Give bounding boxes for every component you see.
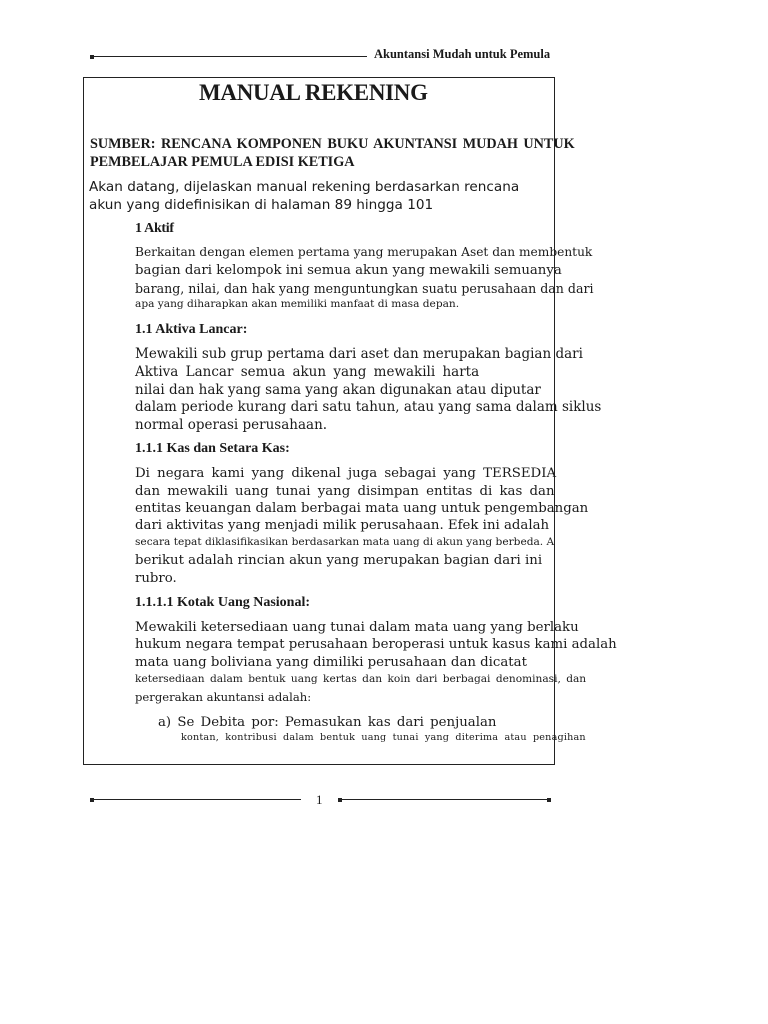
paragraph-line: mata uang boliviana yang dimiliki perusahaan dan dicatat	[135, 655, 527, 670]
paragraph-line: dalam periode kurang dari satu tahun, atau yang sama dalam siklus	[135, 399, 602, 415]
section-heading-kas: 1.1.1 Kas dan Setara Kas:	[135, 441, 290, 456]
source-line: SUMBER: RENCANA KOMPONEN BUKU AKUNTANSI MUDAH UNTUK	[90, 136, 575, 152]
paragraph-line: Mewakili ketersediaan uang tunai dalam mata uang yang berlaku	[135, 620, 579, 635]
source-line: PEMBELAJAR PEMULA EDISI KETIGA	[90, 154, 355, 170]
paragraph-line: Di negara kami yang dikenal juga sebagai yang TERSEDIA	[135, 466, 557, 481]
paragraph-line: berikut adalah rincian akun yang merupakan bagian dari ini	[135, 553, 543, 568]
paragraph-line: dan mewakili uang tunai yang disimpan entitas di kas dan	[135, 484, 555, 499]
section-heading-kotak-uang: 1.1.1.1 Kotak Uang Nasional:	[135, 595, 311, 610]
footer-rule-left	[92, 799, 301, 800]
paragraph-line: Mewakili sub grup pertama dari aset dan merupakan bagian dari	[135, 346, 583, 362]
paragraph-line: secara tepat diklasifikasikan berdasarkan mata uang di akun yang berbeda. A	[135, 536, 555, 548]
paragraph-line: rubro.	[135, 571, 177, 586]
paragraph-line: Berkaitan dengan elemen pertama yang merupakan Aset dan membentuk	[135, 245, 593, 259]
page-number: 1	[316, 792, 323, 807]
paragraph-line: Aktiva Lancar semua akun yang mewakili harta	[135, 364, 480, 380]
intro-line: Akan datang, dijelaskan manual rekening berdasarkan rencana	[89, 179, 520, 195]
footer-rule-endpoint	[547, 798, 551, 802]
paragraph-line: apa yang diharapkan akan memiliki manfaat di masa depan.	[135, 298, 460, 310]
paragraph-line: bagian dari kelompok ini semua akun yang mewakili semuanya	[135, 263, 562, 278]
list-item-continuation: kontan, kontribusi dalam bentuk uang tunai yang diterima atau penagihan	[181, 732, 586, 743]
paragraph-line: entitas keuangan dalam berbagai mata uang untuk pengembangan	[135, 501, 589, 516]
document-title: MANUAL REKENING	[199, 80, 428, 105]
paragraph-line: pergerakan akuntansi adalah:	[135, 690, 312, 704]
list-item: a) Se Debita por: Pemasukan kas dari penjualan	[158, 715, 497, 730]
paragraph-line: ketersediaan dalam bentuk uang kertas dan koin dari berbagai denominasi, dan	[135, 673, 587, 685]
paragraph-line: normal operasi perusahaan.	[135, 417, 328, 433]
footer-rule-right	[340, 799, 549, 800]
paragraph-line: hukum negara tempat perusahaan beroperasi untuk kasus kami adalah	[135, 637, 617, 652]
paragraph-line: barang, nilai, dan hak yang menguntungkan suatu perusahaan dan dari	[135, 281, 594, 296]
intro-line: akun yang didefinisikan di halaman 89 hingga 101	[89, 197, 434, 213]
paragraph-line: nilai dan hak yang sama yang akan digunakan atau diputar	[135, 382, 541, 398]
running-head: Akuntansi Mudah untuk Pemula	[374, 47, 551, 61]
header-rule	[92, 56, 367, 57]
section-heading-aktiva-lancar: 1.1 Aktiva Lancar:	[135, 322, 248, 337]
paragraph-line: dari aktivitas yang menjadi milik perusahaan. Efek ini adalah	[135, 518, 550, 533]
section-heading-aktif: 1 Aktif	[135, 221, 174, 236]
